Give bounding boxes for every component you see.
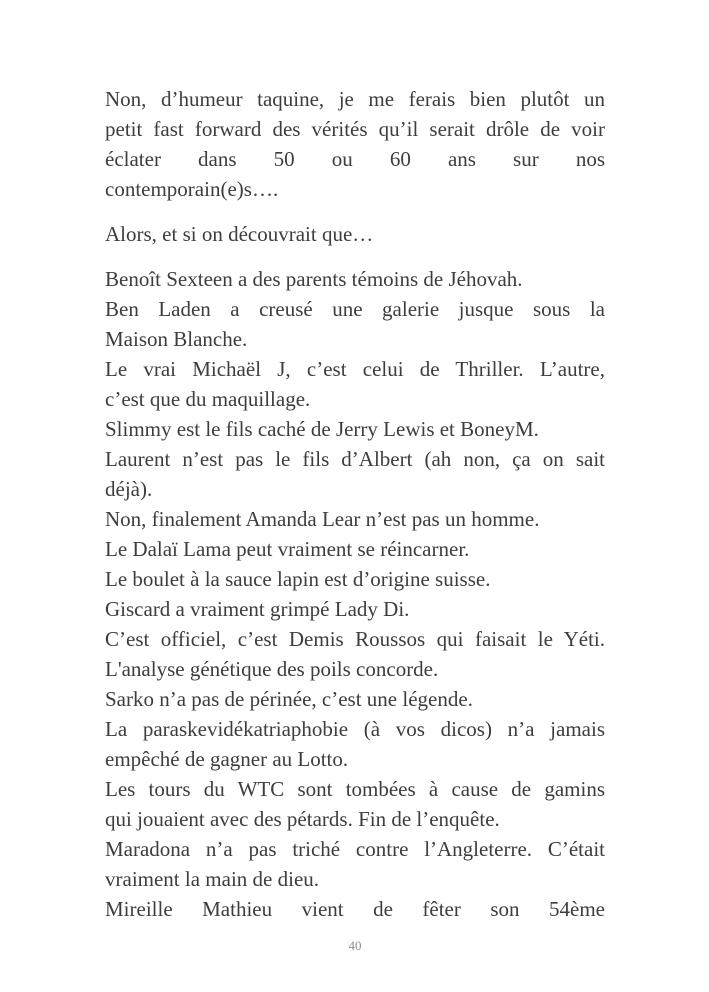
paragraph xyxy=(105,594,605,624)
text-line: contemporain(e)s…. xyxy=(105,177,279,201)
paragraph xyxy=(105,444,605,504)
paragraph xyxy=(105,774,605,834)
paragraph xyxy=(105,894,605,924)
text-line: Mireille Mathieu vient de fêter son 54ème xyxy=(105,897,605,921)
text-line: Non, finalement Amanda Lear n’est pas un homme. xyxy=(105,507,540,531)
text-line: Giscard a vraiment grimpé Lady Di. xyxy=(105,597,410,621)
text-line: Ben Laden a creusé une galerie jusque sous la xyxy=(105,297,605,321)
text-line: Le Dalaï Lama peut vraiment se réincarner. xyxy=(105,537,470,561)
text-line: qui jouaient avec des pétards. Fin de l’enquête. xyxy=(105,807,500,831)
paragraph xyxy=(105,294,605,354)
text-line: Sarko n’a pas de périnée, c’est une légende. xyxy=(105,687,473,711)
text-line: empêché de gagner au Lotto. xyxy=(105,747,349,771)
text-line: Maradona n’a pas triché contre l’Angleterre. C’était xyxy=(105,837,605,861)
text-line: éclater dans 50 ou 60 ans sur nos xyxy=(105,147,605,171)
text-line: Le boulet à la sauce lapin est d’origine suisse. xyxy=(105,567,491,591)
text-line: Maison Blanche. xyxy=(105,327,248,351)
page-text xyxy=(105,84,605,924)
paragraph xyxy=(105,534,605,564)
text-line: Benoît Sexteen a des parents témoins de Jéhovah. xyxy=(105,267,523,291)
paragraph xyxy=(105,504,605,534)
text-line: Laurent n’est pas le fils d’Albert (ah non, ça on sait xyxy=(105,447,605,471)
paragraph xyxy=(105,834,605,894)
page-number: 40 xyxy=(348,938,362,953)
text-line: vraiment la main de dieu. xyxy=(105,867,320,891)
text-line: L'analyse génétique des poils concorde. xyxy=(105,657,439,681)
text-line: C’est officiel, c’est Demis Roussos qui faisait le Yéti. xyxy=(105,627,605,651)
text-line: La paraskevidékatriaphobie (à vos dicos) n’a jamais xyxy=(105,717,605,741)
text-line: Les tours du WTC sont tombées à cause de gamins xyxy=(105,777,605,801)
text-line: Le vrai Michaël J, c’est celui de Thriller. L’autre, xyxy=(105,357,605,381)
text-line: Alors, et si on découvrait que… xyxy=(105,222,374,246)
text-line: c’est que du maquillage. xyxy=(105,387,311,411)
text-line: Non, d’humeur taquine, je me ferais bien plutôt un xyxy=(105,87,605,111)
paragraph xyxy=(105,354,605,414)
paragraph xyxy=(105,714,605,774)
paragraph xyxy=(105,564,605,594)
paragraph xyxy=(105,684,605,714)
paragraph xyxy=(105,264,605,294)
text-line: déjà). xyxy=(105,477,153,501)
paragraph xyxy=(105,84,605,204)
paragraph xyxy=(105,624,605,684)
paragraph xyxy=(105,219,605,249)
text-line: Slimmy est le fils caché de Jerry Lewis et BoneyM. xyxy=(105,417,539,441)
text-line: petit fast forward des vérités qu’il serait drôle de voir xyxy=(105,117,605,141)
paragraph xyxy=(105,414,605,444)
